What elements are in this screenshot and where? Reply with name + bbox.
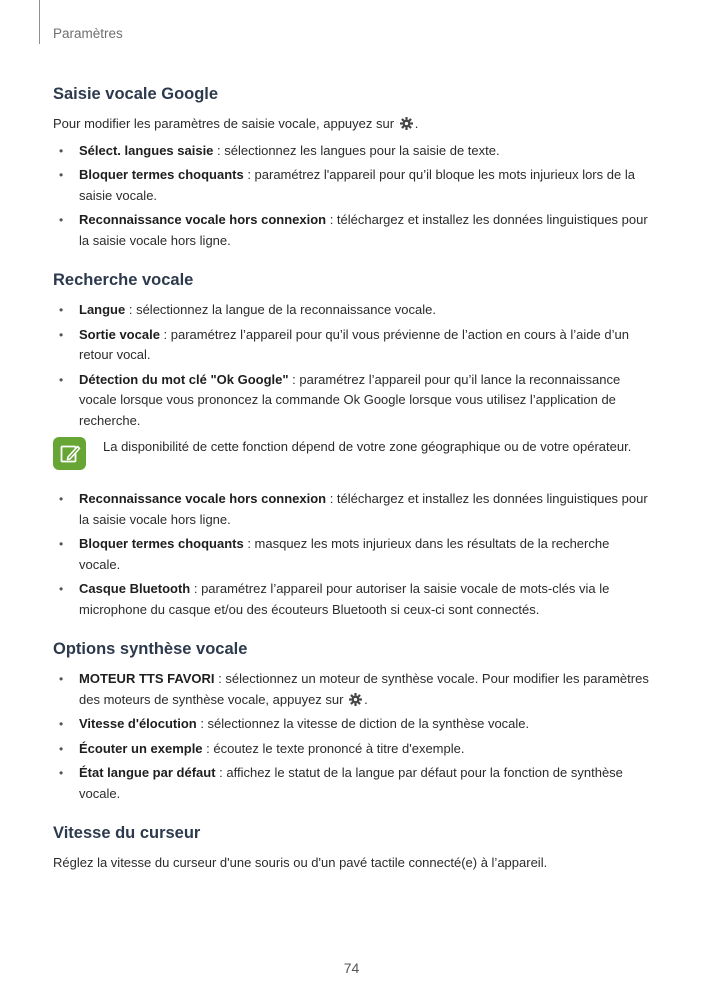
gear-icon xyxy=(349,693,362,706)
item-text: : paramétrez l'appareil pour qu’il bloque les mots injurieux lors de la saisie vocale. xyxy=(79,167,635,203)
item-text: : téléchargez et installez les données linguistiques pour la saisie vocale hors ligne. xyxy=(79,212,648,248)
item-term: Langue xyxy=(79,302,126,317)
item-term: MOTEUR TTS FAVORI xyxy=(79,671,215,686)
bullet: • xyxy=(59,741,64,756)
item-text: : affichez le statut de la langue par défaut pour la fonction de synthèse vocale. xyxy=(79,765,623,801)
item-text: : sélectionnez la langue de la reconnaissance vocale. xyxy=(125,302,436,317)
item-text: : paramétrez l’appareil pour qu’il lance la reconnaissance vocale lorsque vous prononcez la commande Ok Google lorsque vous utilisez l’application de recherche. xyxy=(79,371,621,428)
item-text: : sélectionnez la vitesse de diction de la synthèse vocale. xyxy=(196,716,530,731)
pencil-icon xyxy=(59,443,81,465)
note-text: La disponibilité de cette fonction dépend de votre zone géographique ou de votre opérateur. xyxy=(103,439,632,454)
item-text: : masquez les mots injurieux dans les résultats de la recherche vocale. xyxy=(79,536,610,572)
bullet: • xyxy=(59,672,64,686)
list-item xyxy=(53,763,653,804)
saisie-vocale-list xyxy=(53,141,653,252)
bullet: • xyxy=(59,717,64,731)
section-intro xyxy=(53,114,653,135)
bullet: • xyxy=(59,582,64,596)
page-number: 74 xyxy=(343,960,360,976)
bullet: • xyxy=(59,372,64,387)
item-term: État langue par défaut xyxy=(79,765,216,780)
section-title-recherche-vocale: Recherche vocale xyxy=(53,271,194,289)
bullet: • xyxy=(59,143,64,158)
list-item xyxy=(53,579,653,620)
note-pencil-icon xyxy=(53,437,86,470)
section-title-saisie-vocale: Saisie vocale Google xyxy=(53,85,219,103)
item-term: Bloquer termes choquants xyxy=(79,167,244,182)
list-item xyxy=(53,370,653,432)
item-term: Sortie vocale xyxy=(79,326,160,342)
item-text: : paramétrez l’appareil pour autoriser la saisie vocale de mots-clés via le microphone du casque et/ou des écouteurs Bluetooth si ceux-ci sont connectés. xyxy=(79,581,610,617)
item-term: Vitesse d'élocution xyxy=(79,716,197,731)
item-suffix: . xyxy=(364,691,368,707)
bullet: • xyxy=(59,303,64,317)
list-item xyxy=(53,489,653,530)
intro-suffix: . xyxy=(414,116,419,131)
gear-icon xyxy=(400,117,413,130)
bullet: • xyxy=(59,168,64,182)
section-title-options-synthese: Options synthèse vocale xyxy=(53,640,248,658)
note-box xyxy=(53,437,653,477)
list-item xyxy=(53,300,653,321)
page-content xyxy=(53,83,653,874)
item-text: : sélectionnez les langues pour la saisie de texte. xyxy=(213,142,500,158)
item-term: Bloquer termes choquants xyxy=(79,536,244,551)
item-term: Reconnaissance vocale hors connexion xyxy=(79,212,327,227)
item-term: Écouter un exemple xyxy=(79,740,203,756)
item-text: : sélectionnez un moteur de synthèse vocale. Pour modifier les paramètres des moteurs de synthèse vocale, appuyez sur xyxy=(79,671,649,707)
list-item xyxy=(53,141,653,162)
list-item xyxy=(53,714,653,735)
list-item xyxy=(53,669,653,710)
running-header: Paramètres xyxy=(53,26,123,41)
section-body: Réglez la vitesse du curseur d'une souris ou d'un pavé tactile connecté(e) à l’appareil. xyxy=(53,855,548,870)
bullet: • xyxy=(59,537,64,551)
bullet: • xyxy=(59,327,64,342)
bullet: • xyxy=(59,492,64,506)
list-item xyxy=(53,165,653,206)
options-synthese-list xyxy=(53,669,653,804)
item-text: : paramétrez l’appareil pour qu’il vous prévienne de l’action en cours à l’aide d’un retour vocal. xyxy=(79,326,629,362)
item-text: : écoutez le texte prononcé à titre d'exemple. xyxy=(202,740,465,756)
page-rule xyxy=(39,0,40,44)
intro-text: Pour modifier les paramètres de saisie vocale, appuyez sur xyxy=(53,116,395,131)
list-item xyxy=(53,739,653,760)
bullet: • xyxy=(59,766,64,780)
item-term: Casque Bluetooth xyxy=(79,581,191,596)
recherche-vocale-list xyxy=(53,300,653,431)
section-title-vitesse-curseur: Vitesse du curseur xyxy=(53,824,201,842)
list-item xyxy=(53,210,653,251)
item-term: Sélect. langues saisie xyxy=(79,142,214,158)
list-item xyxy=(53,325,653,366)
list-item xyxy=(53,534,653,575)
item-term: Reconnaissance vocale hors connexion xyxy=(79,491,327,506)
recherche-vocale-list-2 xyxy=(53,489,653,620)
bullet: • xyxy=(59,213,64,227)
item-text: : téléchargez et installez les données linguistiques pour la saisie vocale hors ligne. xyxy=(79,491,648,527)
item-term: Détection du mot clé "Ok Google" xyxy=(79,371,289,387)
